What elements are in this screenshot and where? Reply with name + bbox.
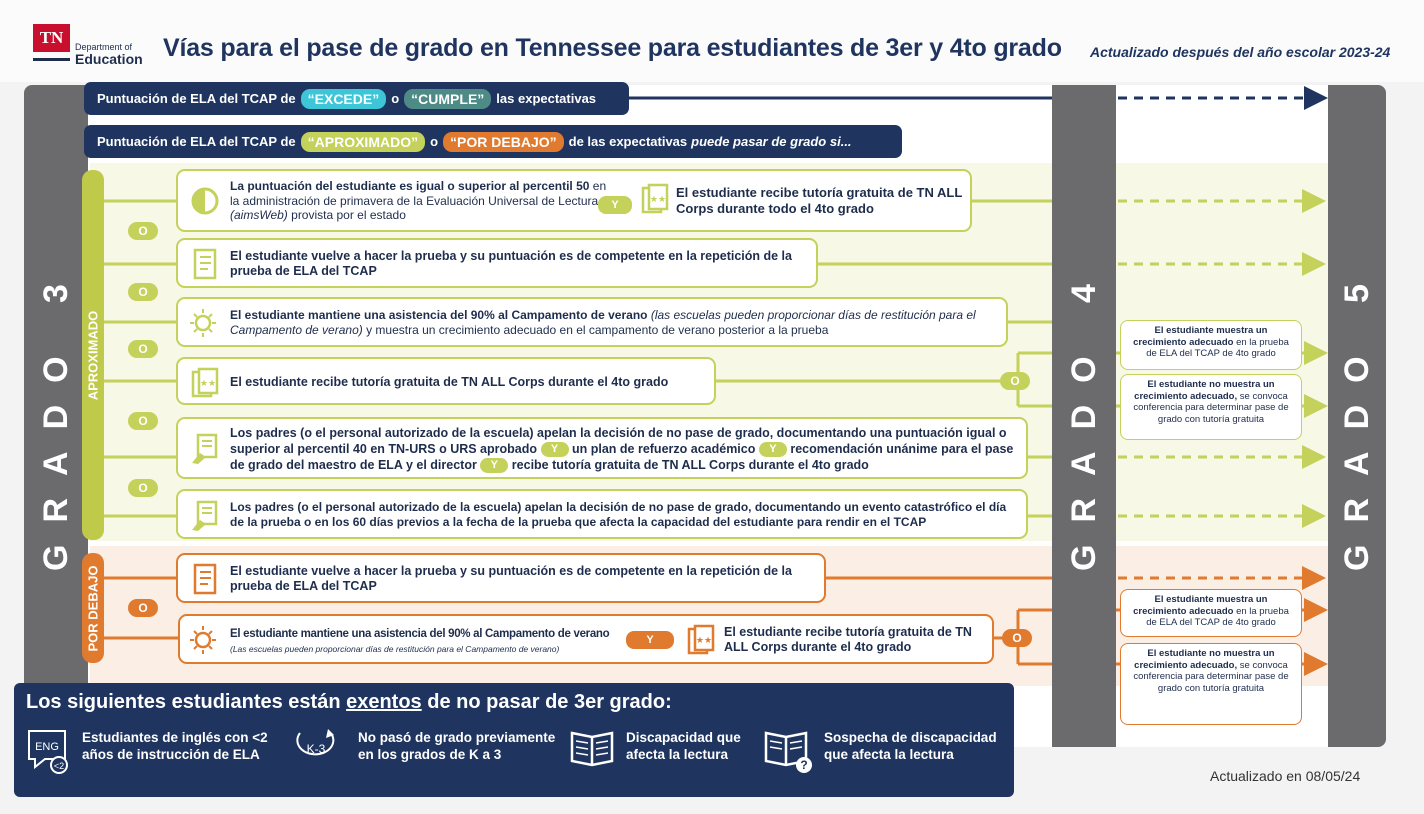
aprox-5-p4: recibe tutoría gratuita de TN ALL Corps durante el 4to grado (511, 458, 869, 473)
aprox-3-bold: El estudiante mantiene una asistencia del 90% al Campamento de verano (230, 308, 648, 322)
approaching-below-banner (84, 125, 902, 158)
svg-text:?: ? (800, 758, 808, 772)
grade-3-bar (24, 85, 88, 747)
aprox-s1-bold: El estudiante muestra un crecimiento adecuado (1133, 325, 1268, 348)
logo-dept-text: Department of (75, 42, 133, 52)
debajo-s2-bold: El estudiante no muestra un crecimiento adecuado, (1134, 648, 1275, 671)
or-pill: O (128, 599, 158, 617)
aproximado-pill: “APROXIMADO” (301, 132, 425, 152)
english-learner-icon (26, 727, 70, 775)
k3-icon-label: K-3 (306, 742, 326, 756)
aprox-5-p3: recomendación unánime para el pase de grado del maestro de ELA y el director (230, 442, 1014, 473)
aprox-2-bold: El estudiante vuelve a hacer la prueba y su puntuación es de competente en la repetición de la prueba de ELA del TCAP (230, 249, 792, 278)
debajo-option-1 (176, 553, 826, 603)
and-pill: Y (759, 442, 787, 457)
half-circle-icon (190, 185, 220, 217)
grade-4-label: GRADO 4 (1064, 261, 1103, 571)
aprox-1b-bold: El estudiante recibe tutoría gratuita de TN ALL Corps durante todo el 4to grado (676, 185, 963, 216)
or-pill: O (128, 222, 158, 240)
and-pill: Y (626, 631, 674, 649)
por-debajo-pill: “POR DEBAJO” (443, 132, 564, 152)
aprox-option-2 (176, 238, 818, 288)
retained-k3-icon (290, 727, 342, 767)
aprox-1a-rest: en la administración de primavera de la Evaluación Universal de Lectura (230, 179, 607, 208)
aproximado-tab-label: APROXIMADO (85, 310, 101, 400)
debajo-2-bold: El estudiante mantiene una asistencia del 90% al Campamento de verano (230, 628, 610, 640)
exceeds-meets-banner (84, 82, 629, 115)
exemptions-title (26, 691, 672, 714)
aprox-option-4 (176, 357, 716, 405)
banner1-post: las expectativas (496, 91, 597, 106)
exempt-title-post: de no pasar de 3er grado: (427, 691, 672, 713)
debajo-2b-bold: El estudiante recibe tutoría gratuita de TN ALL Corps durante el 4to grado (724, 625, 972, 654)
summer-camp-sun-icon (188, 624, 218, 656)
aprox-option-4-text (230, 375, 710, 390)
logo-edu-text: Education (75, 51, 143, 67)
aprox-5-p2: un plan de refuerzo académico (571, 442, 756, 456)
exempt-title-pre: Los siguientes estudiantes están (26, 691, 341, 713)
aprox-4-bold: El estudiante recibe tutoría gratuita de TN ALL Corps durante el 4to grado (230, 375, 669, 389)
aprox-1a-end: provista por el estado (291, 208, 406, 222)
debajo-no-growth-box (1120, 643, 1302, 725)
aprox-1a-ital: (aimsWeb) (230, 208, 288, 222)
svg-text:★★: ★★ (199, 378, 217, 388)
grade-5-label: GRADO 5 (1337, 261, 1376, 571)
svg-text:★★: ★★ (695, 635, 713, 645)
or-pill-branch: O (1002, 629, 1032, 647)
aprox-option-6-text (230, 500, 1020, 530)
exemptions-panel (14, 683, 1014, 797)
appeal-document-icon (190, 500, 220, 532)
or-pill: O (128, 412, 158, 430)
aprox-option-1 (176, 169, 972, 232)
exempt-item-disability: Discapacidad que afecta la lectura (626, 730, 741, 762)
and-pill: Y (598, 196, 632, 214)
debajo-option-1-text (230, 564, 800, 594)
aprox-option-5 (176, 417, 1028, 479)
and-pill: Y (541, 442, 569, 457)
banner2-pre: Puntuación de ELA del TCAP de (97, 134, 296, 149)
debajo-1-bold: El estudiante vuelve a hacer la prueba y su puntuación es de competente en la repetición de la prueba de ELA del TCAP (230, 564, 792, 593)
banner2-post-italic: puede pasar de grado si... (691, 134, 852, 149)
aprox-5-p1: Los padres (o el personal autorizado de la escuela) apelan la decisión de no pase de grado, documentando una puntuación igual o superior al percentil 40 en TN-URS o URS aprobado (230, 426, 1007, 456)
aprox-1a-bold: La puntuación del estudiante es igual o superior al percentil 50 (230, 179, 590, 193)
grade-4-bar (1052, 85, 1116, 747)
banner2-post: de las expectativas (568, 134, 688, 149)
grade-5-bar (1328, 85, 1386, 747)
aprox-no-growth-box (1120, 374, 1302, 440)
summer-camp-sun-icon (188, 307, 218, 339)
cumple-pill: “CUMPLE” (404, 89, 491, 109)
eng-icon-sub: <2 (53, 761, 65, 771)
and-pill: Y (480, 458, 508, 473)
or-pill: O (128, 479, 158, 497)
aprox-option-5-text (230, 425, 1020, 473)
exempt-title-underlined: exentos (346, 691, 422, 713)
exempt-item-retained: No pasó de grado previamente en los grados de K a 3 (358, 730, 556, 762)
aproximado-tab (82, 170, 104, 540)
aprox-s1-rest: en la prueba de ELA del TCAP de 4to grado (1146, 336, 1289, 359)
eng-icon-label: ENG (35, 741, 59, 753)
aprox-3-rest: y muestra un crecimiento adecuado en el campamento de verano posterior a la prueba (366, 323, 829, 337)
updated-date: Actualizado en 08/05/24 (1210, 768, 1361, 784)
test-document-icon (190, 248, 220, 280)
debajo-option-2a-text (230, 626, 630, 656)
tutoring-book-icon (190, 367, 220, 399)
aprox-6-bold: Los padres (o el personal autorizado de la escuela) apelan la decisión de no pase de grado, documentando un evento catastrófico el día de la prueba o en los 60 días previos a la fecha de la prueba que afecta la capacidad del estudiante para rendir en el TCAP (230, 500, 1007, 529)
grade-3-label: GRADO 3 (36, 261, 75, 571)
aprox-option-3-text (230, 308, 1000, 338)
reading-book-icon (568, 727, 616, 767)
or-pill: O (128, 340, 158, 358)
debajo-2-ital: (Las escuelas pueden proporcionar días de restitución para el Campamento de verano) (230, 644, 560, 654)
logo-tn-mark: TN (33, 24, 70, 52)
page-title: Vías para el pase de grado en Tennessee para estudiantes de 3er y 4to grado (163, 34, 1062, 62)
aprox-growth-box (1120, 320, 1302, 370)
aprox-3-ital: (las escuelas pueden proporcionar días de restitución para el Campamento de verano) (230, 308, 976, 337)
debajo-growth-box (1120, 589, 1302, 637)
debajo-s2-rest: se convoca conferencia para determinar pase de grado con tutoría gratuita (1133, 659, 1289, 694)
debajo-option-2b-text (724, 625, 974, 655)
debajo-s1-bold: El estudiante muestra un crecimiento adecuado (1133, 594, 1268, 617)
aprox-option-3 (176, 297, 1008, 347)
tutoring-book-icon (686, 624, 716, 656)
or-pill: O (128, 283, 158, 301)
page-subtitle: Actualizado después del año escolar 2023-24 (1090, 44, 1391, 60)
svg-text:★★: ★★ (649, 194, 667, 204)
por-debajo-tab (82, 553, 104, 663)
aprox-option-2-text (230, 249, 800, 279)
aprox-option-6 (176, 489, 1028, 539)
excede-pill: “EXCEDE” (301, 89, 387, 109)
aprox-option-1a-text (230, 179, 610, 223)
suspected-disability-icon (762, 727, 816, 775)
debajo-s1-rest: en la prueba de ELA del TCAP de 4to grado (1146, 605, 1289, 628)
aprox-s2-rest: se convoca conferencia para determinar pase de grado con tutoría gratuita (1133, 390, 1289, 425)
banner1-mid: o (391, 91, 400, 106)
aprox-s2-bold: El estudiante no muestra un crecimiento adecuado, (1134, 379, 1275, 402)
por-debajo-tab-label: POR DEBAJO (85, 565, 101, 651)
exempt-item-suspected-disability: Sospecha de discapacidad que afecta la lectura (824, 730, 997, 762)
appeal-document-icon (190, 433, 220, 465)
aprox-option-1b-text (676, 185, 966, 217)
exempt-item-english-learners: Estudiantes de inglés con <2 años de instrucción de ELA (82, 730, 268, 762)
debajo-option-2 (178, 614, 994, 664)
banner1-pre: Puntuación de ELA del TCAP de (97, 91, 296, 106)
or-pill-branch: O (1000, 372, 1030, 390)
tutoring-book-icon (640, 183, 670, 215)
test-document-icon (190, 563, 220, 595)
banner2-mid: o (430, 134, 439, 149)
